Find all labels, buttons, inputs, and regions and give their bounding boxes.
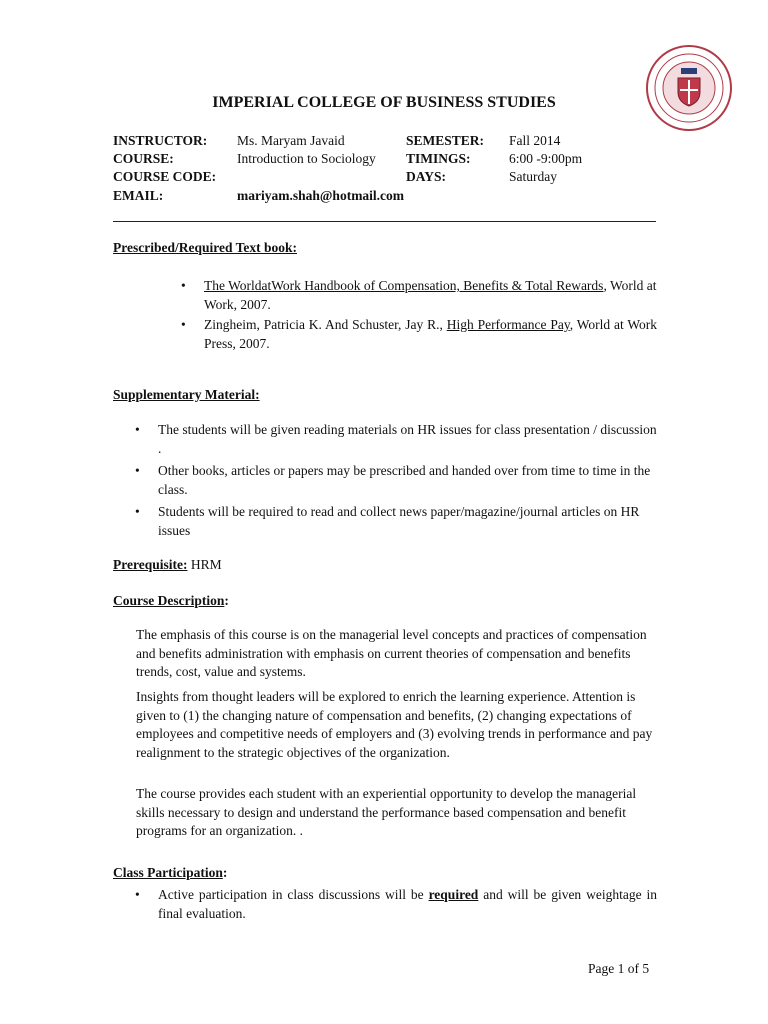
- participation-heading: Class Participation: [113, 865, 223, 880]
- bullet-icon: •: [181, 278, 186, 293]
- supplementary-heading: Supplementary Material:: [113, 387, 260, 402]
- list-item-text: Other books, articles or papers may be prescribed and handed over from time to time in the class.: [158, 463, 651, 497]
- list-item: [181, 277, 657, 314]
- list-item-text: The students will be given reading materials on HR issues for class presentation / discussion .: [158, 422, 657, 456]
- textbook-publisher: , World at Work Press, 2007.: [204, 317, 657, 351]
- participation-list: [135, 886, 657, 923]
- course-value: Introduction to Sociology: [237, 151, 376, 166]
- list-item-text: Students will be required to read and collect news paper/magazine/journal articles on HR issues: [158, 504, 640, 538]
- participation-emphasis: required: [428, 887, 479, 902]
- description-paragraph: Insights from thought leaders will be explored to enrich the learning experience. Attention is given to (1) the changing nature of compensation and benefits, (2) changing expectations of employees and competitive needs of employers and (3) evolving trends in performance and pay realignment to the strategic objectives of the organization.: [136, 689, 653, 760]
- heading-colon: :: [222, 865, 228, 880]
- description-heading-line: [113, 592, 229, 611]
- list-item: [135, 421, 657, 458]
- email-value: mariyam.shah@hotmail.com: [237, 188, 405, 203]
- textbook-title: The WorldatWork Handbook of Compensation, Benefits & Total Rewards: [204, 278, 604, 293]
- days-label: DAYS:: [406, 169, 447, 184]
- days-value: Saturday: [509, 169, 557, 184]
- participation-heading-line: [113, 864, 227, 883]
- timings-label: TIMINGS:: [406, 151, 471, 166]
- textbook-list: [181, 277, 657, 353]
- textbook-heading: Prescribed/Required Text book:: [113, 240, 298, 255]
- heading-colon: :: [224, 593, 229, 608]
- bullet-icon: •: [135, 422, 140, 437]
- semester-value: Fall 2014: [509, 133, 561, 148]
- bullet-icon: •: [135, 463, 140, 478]
- email-label: EMAIL:: [113, 188, 164, 203]
- textbook-authors: Zingheim, Patricia K. And Schuster, Jay R.,: [204, 317, 447, 332]
- textbook-title: High Performance Pay: [446, 317, 570, 332]
- participation-text: and will be given weightage in final evaluation.: [158, 887, 657, 921]
- description-paragraph: The course provides each student with an experiential opportunity to develop the managerial skills necessary to design and understand the performance based compensation and benefit programs for an organization. .: [136, 786, 637, 838]
- bullet-icon: •: [135, 887, 140, 902]
- list-item: [135, 462, 657, 499]
- supplementary-list: [135, 421, 657, 540]
- description-paragraph: The emphasis of this course is on the managerial level concepts and practices of compensation and benefits administration with emphasis on current theories of compensation and benefits trends, cost, value and systems.: [136, 627, 647, 679]
- timings-value: 6:00 -9:00pm: [509, 151, 583, 166]
- list-item: [181, 316, 657, 353]
- header-divider: [113, 221, 656, 222]
- course-code-label: COURSE CODE:: [113, 169, 217, 184]
- college-seal-logo: [645, 44, 733, 132]
- prerequisite-line: [113, 556, 222, 575]
- page-number: Page 1 of 5: [588, 961, 650, 976]
- prerequisite-value: HRM: [187, 557, 222, 572]
- instructor-label: INSTRUCTOR:: [113, 133, 208, 148]
- list-item: [135, 503, 657, 540]
- textbook-publisher: , World at Work, 2007.: [204, 278, 657, 312]
- prerequisite-heading: Prerequisite:: [113, 557, 188, 572]
- bullet-icon: •: [135, 504, 140, 519]
- instructor-value: Ms. Maryam Javaid: [237, 133, 345, 148]
- participation-text: Active participation in class discussions will be: [158, 887, 429, 902]
- course-label: COURSE:: [113, 151, 174, 166]
- list-item: [135, 886, 657, 923]
- bullet-icon: •: [181, 317, 186, 332]
- semester-label: SEMESTER:: [406, 133, 485, 148]
- description-heading: Course Description: [113, 593, 225, 608]
- college-title: IMPERIAL COLLEGE OF BUSINESS STUDIES: [212, 94, 556, 111]
